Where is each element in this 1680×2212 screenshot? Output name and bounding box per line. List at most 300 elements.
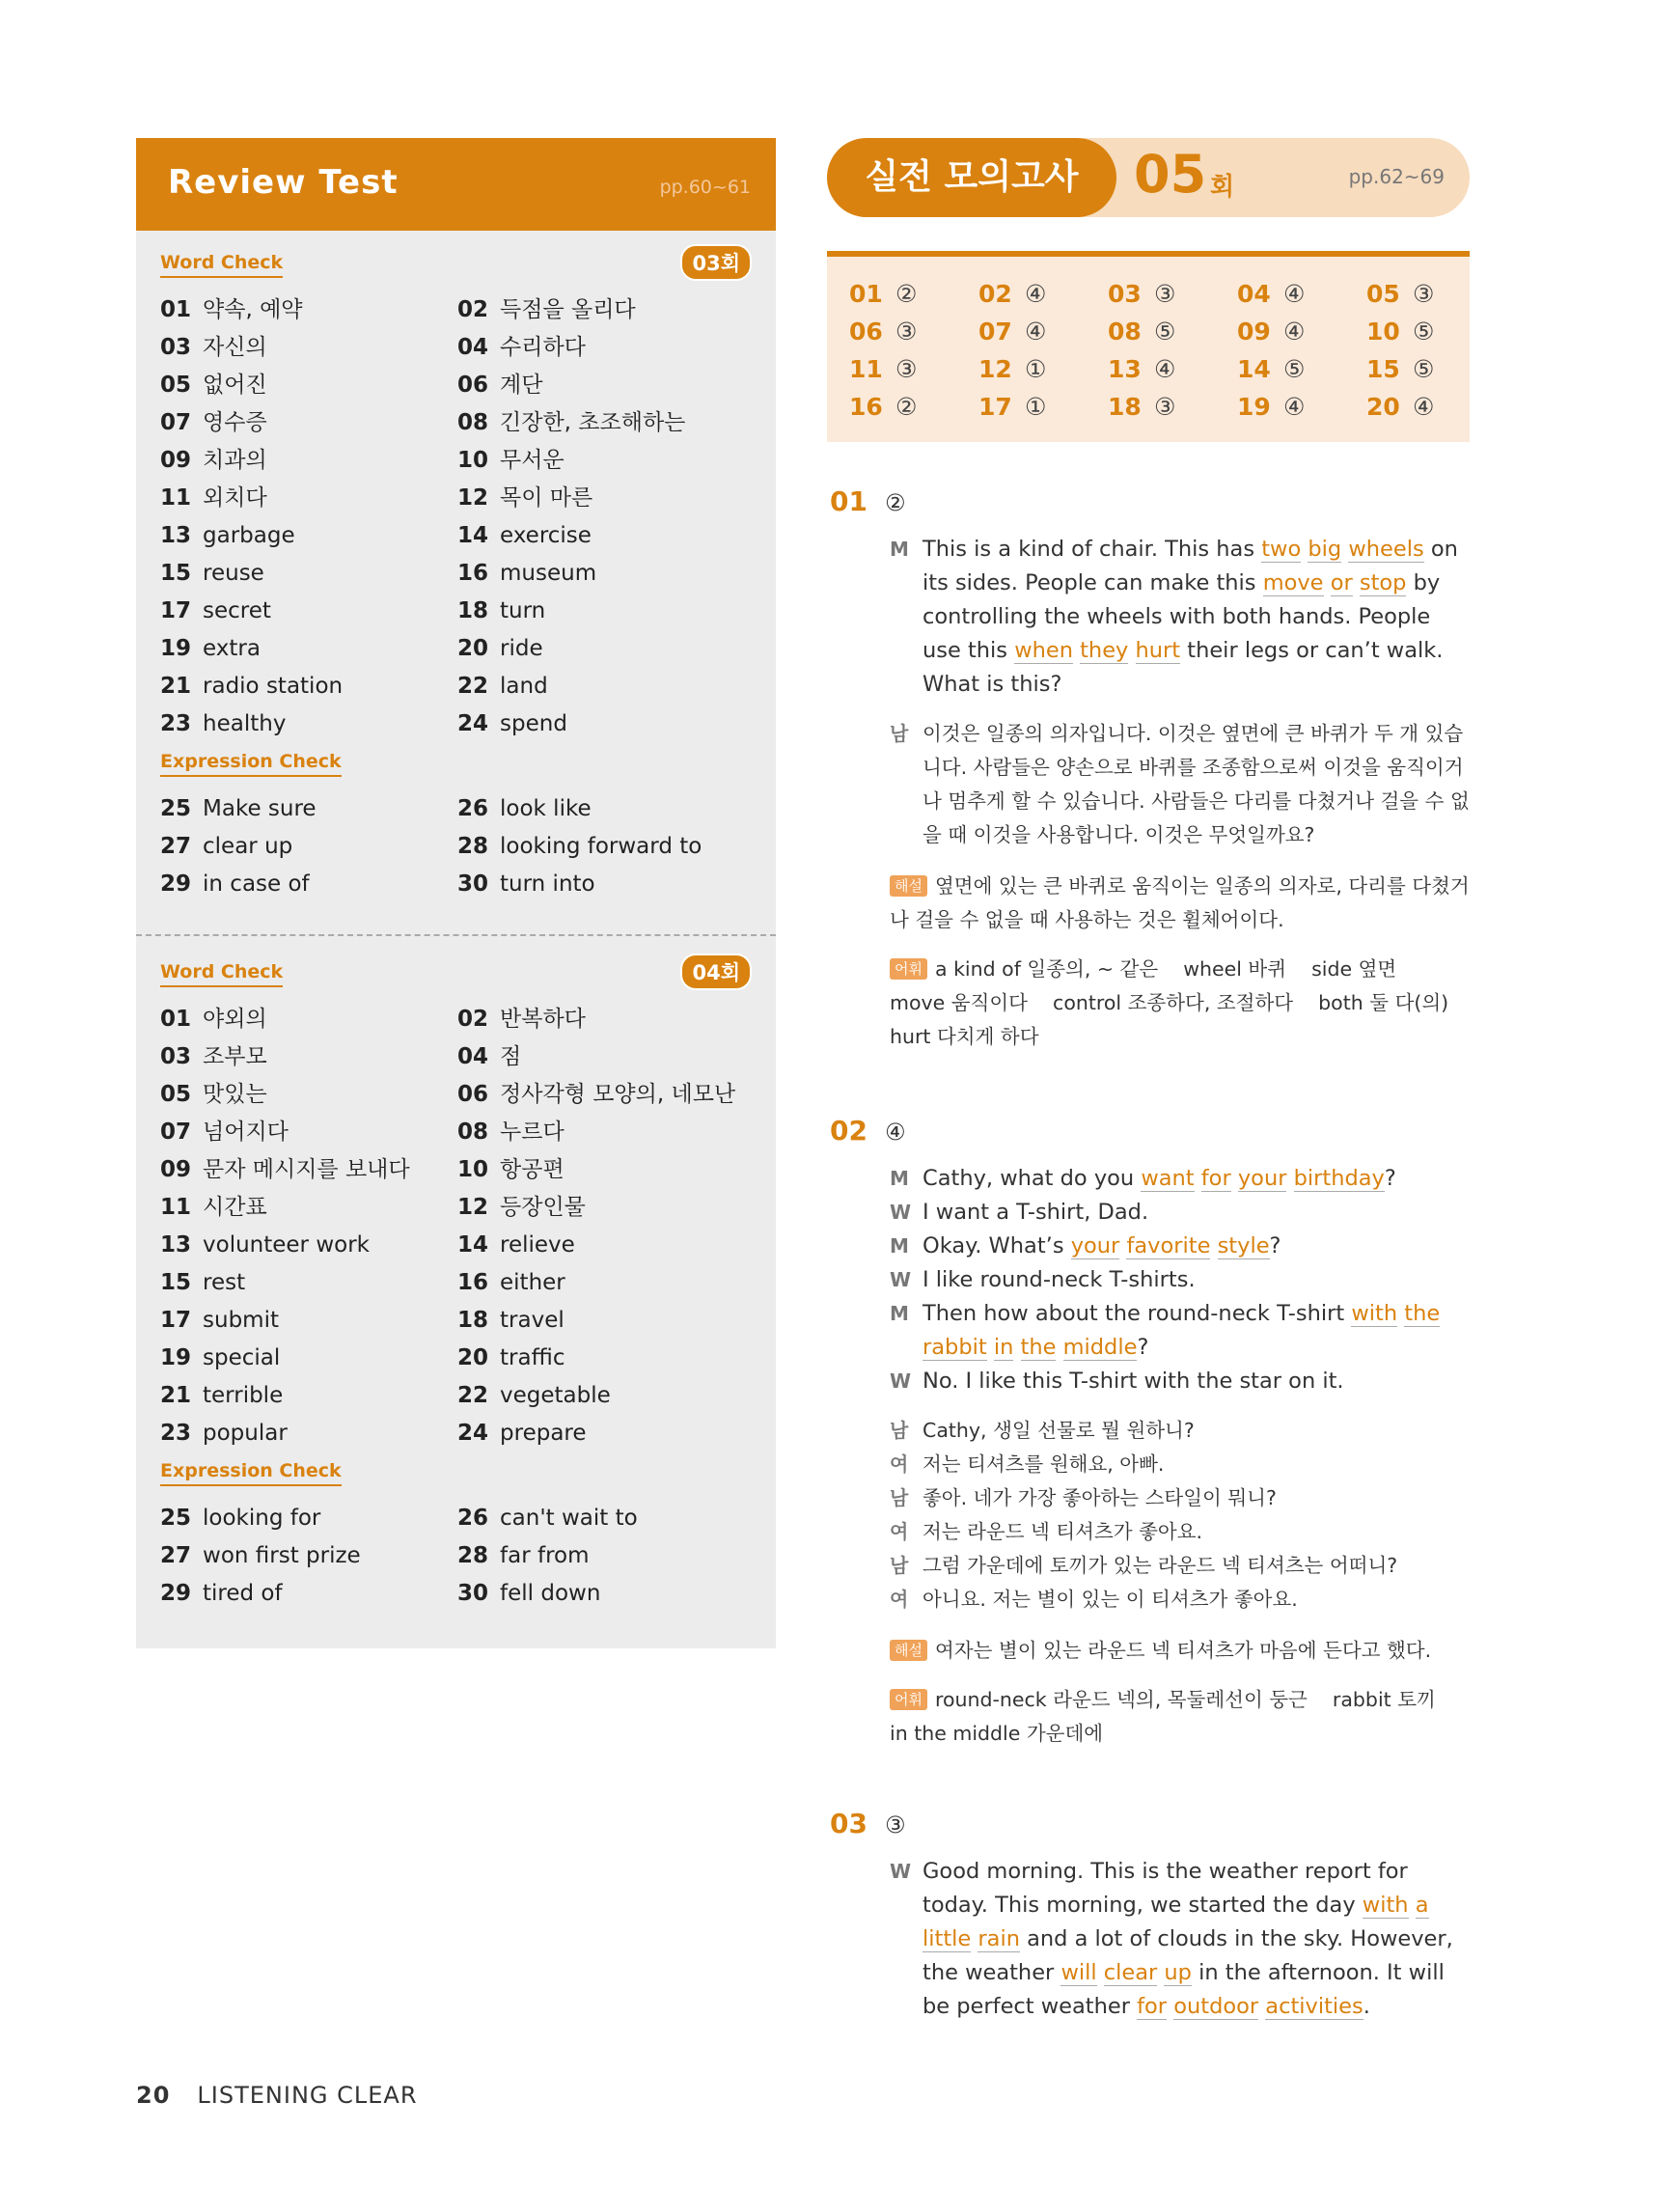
script-line	[890, 1549, 1472, 1583]
list-item	[160, 705, 457, 743]
item-number: 23	[160, 1421, 192, 1446]
answer-choice: ④	[1283, 393, 1306, 421]
vocabulary-note	[890, 953, 1472, 1054]
item-number: 14	[457, 1232, 489, 1258]
item-text: terrible	[203, 1383, 284, 1408]
item-text: reuse	[203, 561, 264, 586]
item-number: 20	[457, 636, 489, 661]
item-text: won first prize	[203, 1543, 361, 1568]
list-item	[457, 555, 752, 593]
item-text: vegetable	[500, 1383, 611, 1408]
item-number: 16	[457, 1270, 489, 1295]
item-number: 19	[160, 1345, 192, 1370]
answer-cell	[978, 318, 1108, 355]
list-item	[457, 1001, 752, 1038]
item-number: 30	[457, 1581, 489, 1606]
answer-number: 03	[1108, 280, 1142, 308]
item-number: 03	[160, 335, 192, 360]
explanation-note	[890, 1634, 1472, 1668]
item-number: 08	[457, 410, 489, 435]
script-line	[890, 717, 1472, 852]
item-text: exercise	[500, 523, 592, 548]
mock-test-suffix: 회	[1210, 173, 1235, 202]
mock-test-pages: pp.62~69	[1348, 165, 1445, 188]
korean-script	[890, 717, 1472, 852]
script-line: W Good morning. This is the weather report for today. This morning, we started the day with a little rain and a lot of clouds in the sky. However, the weather will clear up in the afternoon. It will be perfect weather for outdoor activities.	[890, 1855, 1472, 2024]
item-text: 항공편	[500, 1157, 565, 1182]
answer-key-grid	[849, 280, 1496, 430]
list-item	[457, 1189, 752, 1227]
korean-translation: 이것은 일종의 의자입니다. 이것은 옆면에 큰 바퀴가 두 개 있습니다. 사람들은 양손으로 바퀴를 조종함으로써 이것을 움직이거나 멈추게 할 수 있습니다. 사람들은 다리를 다쳤거나 걸을 수 없을 때 이것을 사용합니다. 이것은 무엇일까요?	[923, 722, 1470, 846]
mock-test-number: 05	[1134, 144, 1207, 205]
item-number: 06	[457, 373, 489, 398]
list-item	[160, 1264, 457, 1302]
item-number: 01	[160, 1007, 192, 1032]
question-02	[830, 1115, 1472, 1751]
item-text: 치과의	[203, 448, 267, 473]
vocabulary-tag: 어휘	[890, 1689, 927, 1710]
list-item	[457, 442, 752, 480]
item-text: popular	[203, 1421, 288, 1446]
item-text: turn	[500, 598, 546, 623]
question-answer: ④	[884, 1119, 906, 1146]
vocabulary-text: round-neck 라운드 넥의, 목둘레선이 둥근 rabbit 토끼 in the middle 가운데에	[890, 1688, 1461, 1745]
item-text: prepare	[500, 1421, 587, 1446]
answer-choice: ③	[1413, 280, 1435, 308]
list-item	[457, 480, 752, 517]
round-04-expression-list	[160, 1500, 752, 1613]
item-number: 02	[457, 297, 489, 322]
answer-number: 16	[849, 393, 883, 421]
item-text: volunteer work	[203, 1232, 370, 1258]
item-number: 09	[160, 448, 192, 473]
page-number: 20	[136, 2082, 171, 2109]
answer-number: 08	[1108, 318, 1142, 346]
item-text: submit	[203, 1308, 279, 1333]
item-number: 07	[160, 410, 192, 435]
answer-cell	[849, 318, 978, 355]
item-number: 27	[160, 834, 192, 859]
english-script	[890, 1855, 1472, 2024]
answer-choice: ①	[1025, 355, 1047, 383]
round-04-block	[160, 954, 752, 1613]
round-04-badge: 04회	[680, 954, 752, 990]
list-item	[457, 1340, 752, 1377]
item-number: 09	[160, 1157, 192, 1182]
answer-number: 18	[1108, 393, 1142, 421]
item-number: 07	[160, 1120, 192, 1145]
question-answer: ③	[884, 1811, 906, 1839]
item-text: 목이 마른	[500, 485, 593, 511]
answer-number: 17	[978, 393, 1012, 421]
review-test-pages: pp.60~61	[659, 177, 751, 198]
item-number: 29	[160, 1581, 192, 1606]
item-text: looking for	[203, 1506, 321, 1531]
explanation-text: 여자는 별이 있는 라운드 넥 티셔츠가 마음에 든다고 했다.	[934, 1639, 1432, 1662]
speaker-label: 남	[890, 1486, 909, 1509]
list-item	[160, 593, 457, 630]
answer-choice: ③	[895, 318, 918, 346]
list-item	[160, 1227, 457, 1264]
item-text: can't wait to	[500, 1506, 638, 1531]
explanation-text: 옆면에 있는 큰 바퀴로 움직이는 일종의 의자로, 다리를 다쳤거나 걸을 수 없을 때 사용하는 것은 휠체어이다.	[890, 874, 1470, 931]
list-item	[457, 790, 752, 828]
answer-cell	[1237, 318, 1366, 355]
answer-choice: ④	[1283, 280, 1306, 308]
page-footer	[136, 2082, 418, 2109]
list-item	[457, 705, 752, 743]
question-header	[830, 485, 1472, 517]
item-number: 15	[160, 1270, 192, 1295]
answer-cell	[1108, 393, 1237, 430]
item-text: 득점을 올리다	[500, 297, 636, 322]
question-answer: ②	[884, 489, 906, 516]
answer-number: 15	[1366, 355, 1400, 383]
item-number: 10	[457, 1157, 489, 1182]
script-line	[890, 1583, 1472, 1617]
english-script	[890, 533, 1472, 702]
answer-cell	[1366, 318, 1496, 355]
answer-cell	[978, 280, 1108, 318]
list-item	[160, 828, 457, 866]
answer-number: 02	[978, 280, 1012, 308]
review-test-panel	[136, 138, 776, 1648]
list-item	[160, 1302, 457, 1340]
item-number: 11	[160, 485, 192, 511]
list-item	[160, 1076, 457, 1114]
word-check-label: Word Check	[160, 961, 283, 987]
answer-key-box	[827, 251, 1470, 442]
list-item	[160, 1114, 457, 1151]
answer-number: 01	[849, 280, 883, 308]
item-text: 야외의	[203, 1007, 267, 1032]
round-03-badge: 03회	[680, 244, 752, 281]
list-item	[457, 1500, 752, 1537]
item-number: 02	[457, 1007, 489, 1032]
list-item	[457, 517, 752, 555]
item-text: 영수증	[203, 410, 267, 435]
list-item	[457, 1264, 752, 1302]
word-check-label: Word Check	[160, 252, 283, 278]
item-number: 22	[457, 1383, 489, 1408]
round-03-word-list	[160, 291, 752, 743]
answer-choice: ⑤	[1283, 355, 1306, 383]
item-text: 없어진	[203, 373, 267, 398]
list-item	[160, 442, 457, 480]
speaker-label: 남	[890, 1554, 909, 1577]
list-item	[457, 367, 752, 404]
item-text: 등장인물	[500, 1195, 586, 1220]
answer-number: 04	[1237, 280, 1271, 308]
item-text: radio station	[203, 674, 344, 699]
item-text: land	[500, 674, 548, 699]
korean-translation: 그럼 가운데에 토끼가 있는 라운드 넥 티셔츠는 어떠니?	[923, 1554, 1398, 1577]
item-number: 13	[160, 1232, 192, 1258]
speaker-label: W	[890, 1860, 912, 1883]
speaker-label: 여	[890, 1452, 909, 1476]
answer-cell	[849, 280, 978, 318]
speaker-label: M	[890, 538, 909, 561]
item-text: 시간표	[203, 1195, 267, 1220]
speaker-label: 여	[890, 1588, 909, 1611]
list-item	[160, 668, 457, 705]
answer-choice: ③	[1154, 393, 1176, 421]
list-item	[160, 404, 457, 442]
vocabulary-text: a kind of 일종의, ~ 같은 wheel 바퀴 side 옆면 move 움직이다 control 조종하다, 조절하다 both 둘 다(의) hurt 다치게 하다	[890, 957, 1474, 1048]
mock-test-header	[827, 138, 1470, 217]
speaker-label: 남	[890, 1419, 909, 1442]
script-line	[890, 1515, 1472, 1549]
item-text: far from	[500, 1543, 590, 1568]
mock-test-title: 실전 모의고사	[827, 138, 1116, 217]
item-number: 29	[160, 871, 192, 897]
item-number: 12	[457, 1195, 489, 1220]
item-number: 08	[457, 1120, 489, 1145]
item-number: 20	[457, 1345, 489, 1370]
answer-cell	[978, 355, 1108, 393]
item-text: relieve	[500, 1232, 575, 1258]
answer-cell	[849, 355, 978, 393]
item-number: 05	[160, 373, 192, 398]
item-number: 22	[457, 674, 489, 699]
answer-cell	[1108, 280, 1237, 318]
list-item	[457, 1151, 752, 1189]
item-number: 17	[160, 1308, 192, 1333]
item-number: 21	[160, 674, 192, 699]
item-text: Make sure	[203, 796, 317, 821]
vocabulary-tag: 어휘	[890, 958, 927, 980]
item-number: 25	[160, 1506, 192, 1531]
item-text: looking forward to	[500, 834, 702, 859]
answer-number: 12	[978, 355, 1012, 383]
item-number: 15	[160, 561, 192, 586]
question-header	[830, 1115, 1472, 1147]
list-item	[457, 1377, 752, 1415]
list-item	[457, 668, 752, 705]
item-text: secret	[203, 598, 271, 623]
item-text: 수리하다	[500, 335, 586, 360]
item-text: 정사각형 모양의, 네모난	[500, 1082, 736, 1107]
question-03	[830, 1808, 1472, 2024]
korean-script	[890, 1414, 1472, 1617]
item-text: turn into	[500, 871, 595, 897]
item-number: 10	[457, 448, 489, 473]
item-text: either	[500, 1270, 565, 1295]
list-item	[457, 828, 752, 866]
question-number: 03	[830, 1808, 868, 1839]
item-number: 06	[457, 1082, 489, 1107]
list-item	[160, 866, 457, 903]
answer-number: 10	[1366, 318, 1400, 346]
list-item	[457, 593, 752, 630]
answer-cell	[1108, 355, 1237, 393]
item-text: clear up	[203, 834, 293, 859]
list-item	[457, 630, 752, 668]
round-03-expression-list	[160, 790, 752, 903]
item-number: 24	[457, 711, 489, 736]
script-line: M Cathy, what do you want for your birthday?	[890, 1166, 1396, 1191]
list-item	[160, 630, 457, 668]
item-text: 무서운	[500, 448, 565, 473]
answer-cell	[1108, 318, 1237, 355]
list-item	[160, 517, 457, 555]
korean-translation: 저는 라운드 넥 티셔츠가 좋아요.	[923, 1520, 1203, 1543]
vocabulary-note	[890, 1683, 1472, 1751]
item-number: 12	[457, 485, 489, 511]
item-number: 19	[160, 636, 192, 661]
item-text: 문자 메시지를 보내다	[203, 1157, 410, 1182]
question-number: 01	[830, 485, 868, 517]
item-text: 누르다	[500, 1120, 565, 1145]
list-item	[160, 1415, 457, 1452]
answer-cell	[1237, 393, 1366, 430]
review-test-header	[136, 138, 776, 231]
list-item	[160, 1001, 457, 1038]
item-number: 24	[457, 1421, 489, 1446]
answer-cell	[1366, 280, 1496, 318]
item-text: travel	[500, 1308, 565, 1333]
item-number: 17	[160, 598, 192, 623]
answer-choice: ④	[1283, 318, 1306, 346]
list-item	[160, 1151, 457, 1189]
list-item	[457, 1038, 752, 1076]
answer-cell	[978, 393, 1108, 430]
item-text: traffic	[500, 1345, 565, 1370]
item-text: fell down	[500, 1581, 601, 1606]
list-item	[160, 1038, 457, 1076]
answer-number: 07	[978, 318, 1012, 346]
item-text: extra	[203, 636, 261, 661]
answer-choice: ③	[895, 355, 918, 383]
item-number: 18	[457, 598, 489, 623]
list-item	[160, 1575, 457, 1613]
answer-choice: ②	[895, 393, 918, 421]
list-item	[160, 329, 457, 367]
item-text: 긴장한, 초조해하는	[500, 410, 686, 435]
script-line: M Okay. What’s your favorite style?	[890, 1233, 1281, 1258]
answer-choice: ⑤	[1413, 318, 1435, 346]
list-item	[457, 1575, 752, 1613]
answer-number: 06	[849, 318, 883, 346]
review-test-title: Review Test	[168, 163, 399, 202]
book-title: LISTENING CLEAR	[197, 2082, 418, 2109]
answer-choice: ④	[1413, 393, 1435, 421]
script-line: W I like round-neck T-shirts.	[890, 1267, 1196, 1292]
answer-cell	[1237, 280, 1366, 318]
list-item	[160, 1189, 457, 1227]
item-number: 05	[160, 1082, 192, 1107]
explanation-tag: 해설	[890, 1640, 927, 1661]
item-text: healthy	[203, 711, 287, 736]
item-text: tired of	[203, 1581, 283, 1606]
answer-number: 19	[1237, 393, 1271, 421]
answer-cell	[849, 393, 978, 430]
list-item	[457, 1415, 752, 1452]
list-item	[160, 367, 457, 404]
item-number: 13	[160, 523, 192, 548]
question-number: 02	[830, 1115, 868, 1147]
item-text: special	[203, 1345, 281, 1370]
explanation-tag: 해설	[890, 875, 927, 897]
list-item	[160, 790, 457, 828]
script-line	[890, 1414, 1472, 1448]
list-item	[457, 1076, 752, 1114]
list-item	[160, 480, 457, 517]
item-number: 04	[457, 335, 489, 360]
answer-choice: ④	[1025, 280, 1047, 308]
answer-choice: ⑤	[1413, 355, 1435, 383]
item-number: 23	[160, 711, 192, 736]
item-number: 14	[457, 523, 489, 548]
script-line: W No. I like this T-shirt with the star on it.	[890, 1369, 1344, 1394]
expression-check-label: Expression Check	[160, 1460, 342, 1486]
item-number: 27	[160, 1543, 192, 1568]
item-number: 01	[160, 297, 192, 322]
item-text: 점	[500, 1044, 522, 1069]
item-number: 30	[457, 871, 489, 897]
question-01	[830, 485, 1472, 1054]
question-header	[830, 1808, 1472, 1839]
list-item	[160, 1537, 457, 1575]
english-script	[890, 1162, 1472, 1398]
korean-translation: 좋아. 네가 가장 좋아하는 스타일이 뭐니?	[923, 1486, 1277, 1509]
item-text: 맛있는	[203, 1082, 267, 1107]
list-item	[457, 1114, 752, 1151]
speaker-label: 여	[890, 1520, 909, 1543]
list-item	[457, 1227, 752, 1264]
answer-choice: ⑤	[1154, 318, 1176, 346]
answer-number: 20	[1366, 393, 1400, 421]
item-number: 25	[160, 796, 192, 821]
korean-translation: 저는 티셔츠를 원해요, 아빠.	[923, 1452, 1165, 1476]
list-item	[457, 291, 752, 329]
explanation-note	[890, 870, 1472, 937]
answer-cell	[1366, 393, 1496, 430]
item-number: 28	[457, 834, 489, 859]
answer-choice: ②	[895, 280, 918, 308]
item-text: in case of	[203, 871, 310, 897]
item-text: 조부모	[203, 1044, 267, 1069]
answer-choice: ③	[1154, 280, 1176, 308]
list-item	[457, 1302, 752, 1340]
item-text: rest	[203, 1270, 246, 1295]
item-text: 반복하다	[500, 1007, 586, 1032]
item-number: 21	[160, 1383, 192, 1408]
script-line: M This is a kind of chair. This has two big wheels on its sides. People can make this move or stop by controlling the wheels with both hands. People use this when they hurt their legs or can’t walk. What is this?	[890, 533, 1472, 702]
section-divider	[136, 934, 776, 936]
item-number: 04	[457, 1044, 489, 1069]
script-line	[890, 1481, 1472, 1515]
list-item	[160, 1340, 457, 1377]
answer-number: 11	[849, 355, 883, 383]
answer-choice: ④	[1025, 318, 1047, 346]
list-item	[160, 1377, 457, 1415]
item-text: garbage	[203, 523, 295, 548]
item-number: 26	[457, 796, 489, 821]
answer-number: 09	[1237, 318, 1271, 346]
item-text: 외치다	[203, 485, 267, 511]
script-line: M Then how about the round-neck T-shirt with the rabbit in the middle?	[890, 1301, 1441, 1360]
answer-number: 13	[1108, 355, 1142, 383]
item-number: 16	[457, 561, 489, 586]
item-text: 계단	[500, 373, 543, 398]
item-text: 약속, 예약	[203, 297, 303, 322]
item-number: 28	[457, 1543, 489, 1568]
list-item	[457, 404, 752, 442]
item-number: 26	[457, 1506, 489, 1531]
item-text: museum	[500, 561, 597, 586]
round-04-word-list	[160, 1001, 752, 1452]
